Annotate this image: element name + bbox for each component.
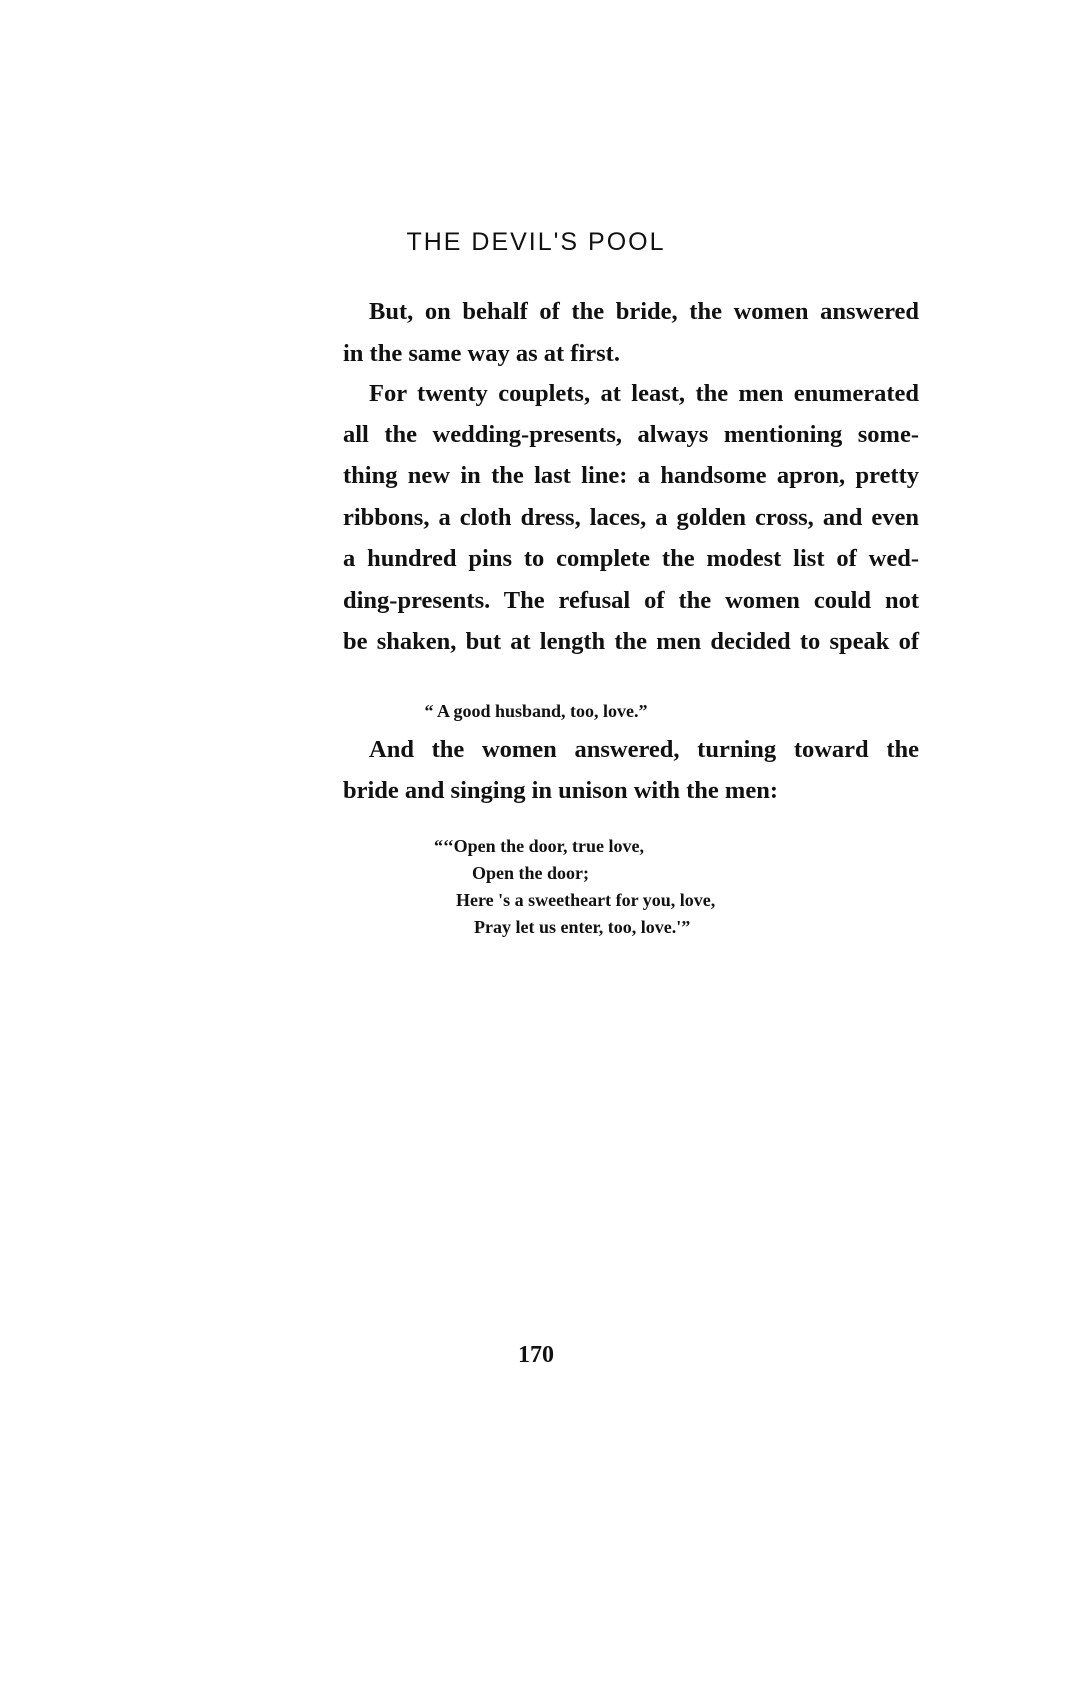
verse-line: “‘‘Open the door, true love, bbox=[434, 836, 644, 856]
text-line: a hundred pins to complete the modest list of wed- bbox=[343, 545, 919, 572]
verse-line: Open the door; bbox=[472, 863, 589, 883]
page-number: 170 bbox=[518, 1342, 554, 1368]
text-line: ribbons, a cloth dress, laces, a golden cross, and even bbox=[343, 504, 919, 531]
text-line: And the women answered, turning toward the bbox=[369, 736, 919, 763]
verse-line: Here 's a sweetheart for you, love, bbox=[456, 890, 716, 910]
text-line: thing new in the last line: a handsome apron, pretty bbox=[343, 462, 919, 489]
running-head: THE DEVIL'S POOL bbox=[406, 228, 666, 256]
text-line: bride and singing in unison with the men: bbox=[343, 777, 778, 804]
text-line: all the wedding-presents, always mentioning some- bbox=[343, 421, 919, 448]
quoted-line: “ A good husband, too, love.” bbox=[424, 701, 648, 721]
text-line: ding-presents. The refusal of the women could not bbox=[343, 587, 919, 614]
text-line: But, on behalf of the bride, the women answered bbox=[369, 298, 919, 325]
text-line: For twenty couplets, at least, the men enumerated bbox=[369, 380, 919, 407]
text-line: be shaken, but at length the men decided to speak of bbox=[343, 628, 919, 655]
text-line: in the same way as at first. bbox=[343, 340, 620, 367]
verse-line: Pray let us enter, too, love.'” bbox=[474, 917, 691, 937]
